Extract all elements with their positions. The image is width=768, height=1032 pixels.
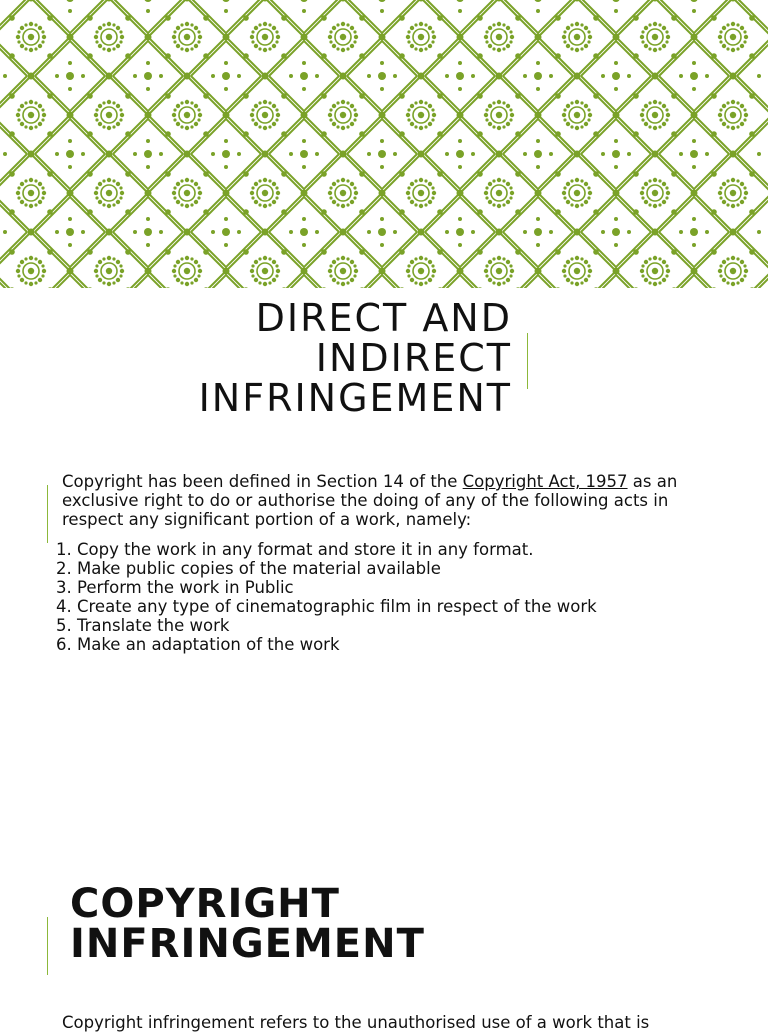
section-divider <box>47 917 48 975</box>
slide-title <box>150 298 512 418</box>
section-paragraph: Copyright infringement refers to the unauthorised use of a work that is <box>62 1013 650 1032</box>
list-item: 2. Make public copies of the material available <box>56 559 441 578</box>
list-item: 1. Copy the work in any format and store it in any format. <box>56 540 534 559</box>
section-heading-line: INFRINGEMENT <box>70 921 425 967</box>
section-heading <box>70 881 670 967</box>
intro-paragraph <box>62 472 712 529</box>
list-item: 6. Make an adaptation of the work <box>56 635 340 654</box>
rights-list <box>56 540 716 654</box>
decorative-pattern-banner <box>0 0 768 288</box>
list-item: 3. Perform the work in Public <box>56 578 294 597</box>
intro-divider <box>47 485 48 543</box>
copyright-act-link[interactable]: Copyright Act, 1957 <box>462 472 628 491</box>
list-item: 4. Create any type of cinematographic film in respect of the work <box>56 597 597 616</box>
list-item: 5. Translate the work <box>56 616 230 635</box>
title-line: INFRINGEMENT <box>198 376 512 420</box>
title-line: INDIRECT <box>315 336 512 380</box>
title-divider <box>527 333 528 389</box>
title-line: DIRECT AND <box>255 296 512 340</box>
intro-text-after: as an exclusive right to do or authorise the doing of any of the following acts in respect any significant portion of a work, namely: <box>62 472 678 529</box>
intro-text-before: Copyright has been defined in Section 14 of the <box>62 472 463 491</box>
section-heading-line: COPYRIGHT <box>70 881 340 927</box>
